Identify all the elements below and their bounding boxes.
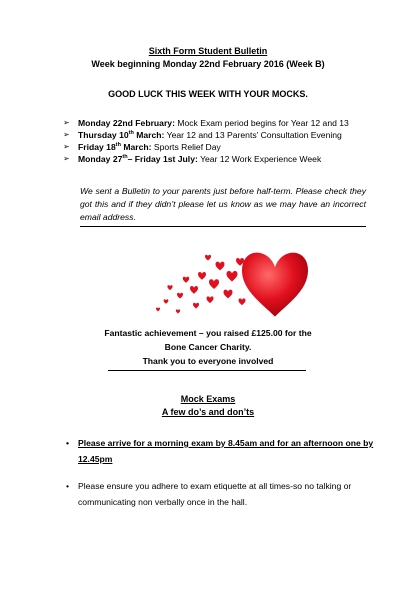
achievement-line: Bone Cancer Charity. [164, 342, 252, 352]
event-description: Year 12 Work Experience Week [197, 154, 322, 164]
dot-bullet-icon: • [66, 438, 70, 448]
mock-exams-title: Mock Exams [180, 394, 236, 404]
event-date: Friday 18th March: [78, 142, 152, 152]
arrow-bullet-icon: ➢ [63, 130, 70, 139]
event-item [63, 153, 393, 165]
event-item [63, 117, 393, 129]
section-divider [108, 370, 306, 371]
mock-exams-subtitle: A few do’s and don’ts [161, 407, 255, 417]
achievement-message [0, 326, 416, 368]
events-list [63, 117, 393, 165]
bulletin-title: Sixth Form Student Bulletin [148, 46, 268, 56]
rule-item [66, 478, 388, 510]
arrow-bullet-icon: ➢ [63, 118, 70, 127]
good-luck-message: GOOD LUCK THIS WEEK WITH YOUR MOCKS. [108, 89, 308, 99]
arrow-bullet-icon: ➢ [63, 154, 70, 163]
achievement-line: Thank you to everyone involved [142, 356, 274, 366]
event-description: Year 12 and 13 Parents’ Consultation Evening [164, 130, 342, 140]
rule-text: Please arrive for a morning exam by 8.45am and for an afternoon one by 12.45pm [78, 438, 374, 464]
event-date: Monday 22nd February: [78, 118, 175, 128]
email-notice: We sent a Bulletin to your parents just before half-term. Please check they got this and if they didn’t please let us know as we may have an incorrect email address. [80, 185, 366, 227]
event-description: Mock Exam period begins for Year 12 and 13 [174, 118, 349, 128]
event-date: Monday 27th– Friday 1st July: [78, 154, 198, 164]
achievement-line: Fantastic achievement – you raised £125.00 for the [104, 328, 312, 338]
arrow-bullet-icon: ➢ [63, 142, 70, 151]
week-heading: Week beginning Monday 22nd February 2016 (Week B) [91, 59, 325, 69]
event-description: Sports Relief Day [151, 142, 221, 152]
event-item [63, 129, 393, 141]
rule-item [66, 435, 388, 467]
dot-bullet-icon: • [66, 481, 70, 491]
event-date: Thursday 10th March: [78, 130, 165, 140]
rule-text: Please ensure you adhere to exam etiquette at all times-so no talking or communicating non verbally once in the hall. [78, 481, 352, 507]
event-item [63, 141, 393, 153]
hearts-icon [150, 235, 315, 330]
